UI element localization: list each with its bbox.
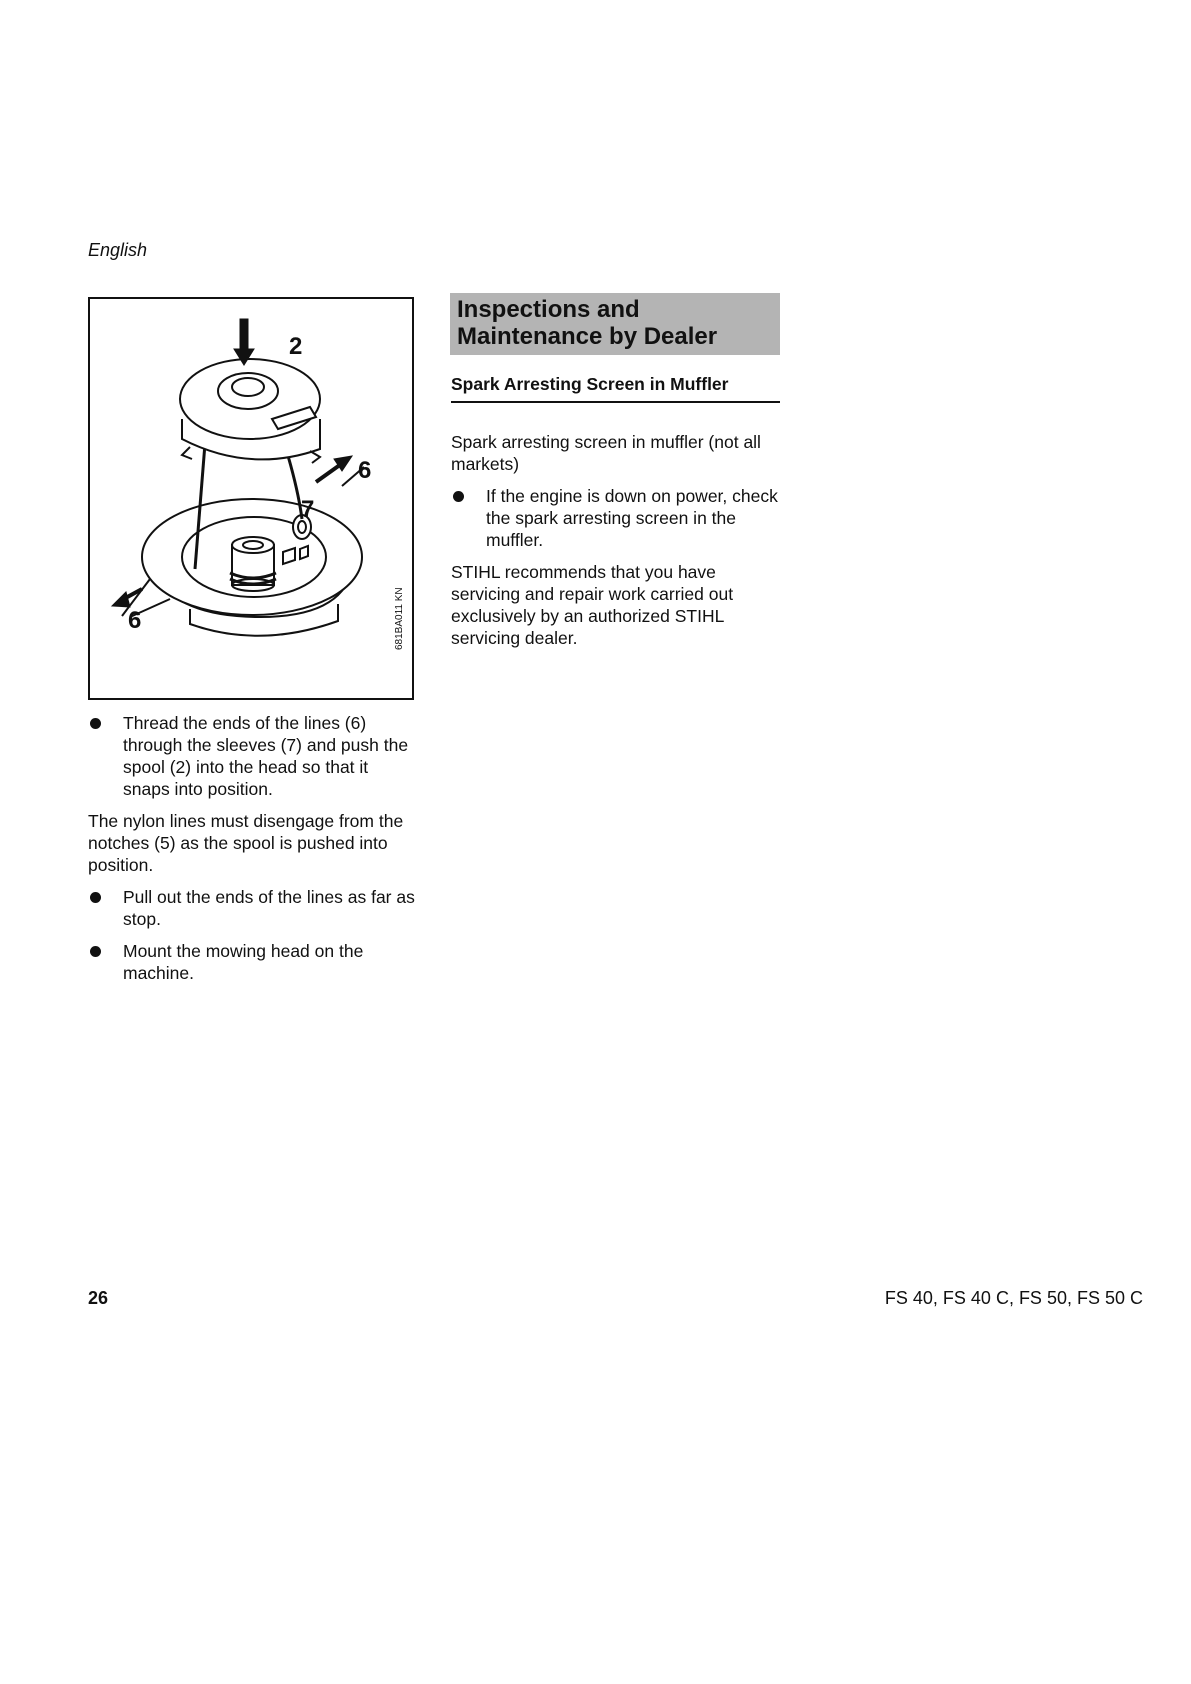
bullet-icon <box>90 946 101 957</box>
paragraph: The nylon lines must disengage from the notches (5) as the spool is pushed into position. <box>88 811 404 875</box>
page-number: 26 <box>88 1288 109 1308</box>
callout-line-left: 6 <box>128 607 142 634</box>
bullet-icon <box>90 892 101 903</box>
list-item <box>88 940 418 984</box>
list-item <box>451 485 785 551</box>
callout-spool: 2 <box>289 333 303 360</box>
heading-line: Inspections and <box>457 296 640 323</box>
callout-line-right: 6 <box>358 457 372 484</box>
language-label: English <box>88 240 148 260</box>
section-heading <box>450 293 780 355</box>
instruction-text: Mount the mowing head on the machine. <box>123 941 364 983</box>
heading-line: Maintenance by Dealer <box>457 323 718 350</box>
bullet-icon <box>90 718 101 729</box>
list-item <box>88 712 418 800</box>
subsection-heading: Spark Arresting Screen in Muffler <box>451 374 780 403</box>
mowing-head-figure <box>88 297 414 700</box>
right-column <box>451 431 785 659</box>
mowing-head-spool-illustration-icon <box>90 299 412 698</box>
paragraph: STIHL recommends that you have servicing and repair work carried out exclusively by an authorized STIHL servicing dealer. <box>451 562 734 648</box>
model-label: FS 40, FS 40 C, FS 50, FS 50 C <box>884 1288 1143 1308</box>
figure-code: 681BA011 KN <box>394 587 405 650</box>
instruction-text: If the engine is down on power, check the spark arresting screen in the muffler. <box>486 486 778 550</box>
paragraph: Spark arresting screen in muffler (not all markets) <box>451 432 761 474</box>
bullet-icon <box>453 491 464 502</box>
left-column <box>88 712 418 994</box>
instruction-text: Pull out the ends of the lines as far as stop. <box>123 887 415 929</box>
instruction-text: Thread the ends of the lines (6) through the sleeves (7) and push the spool (2) into the head so that it snaps into position. <box>123 713 409 799</box>
list-item <box>88 886 418 930</box>
callout-sleeve: 7 <box>301 496 315 523</box>
